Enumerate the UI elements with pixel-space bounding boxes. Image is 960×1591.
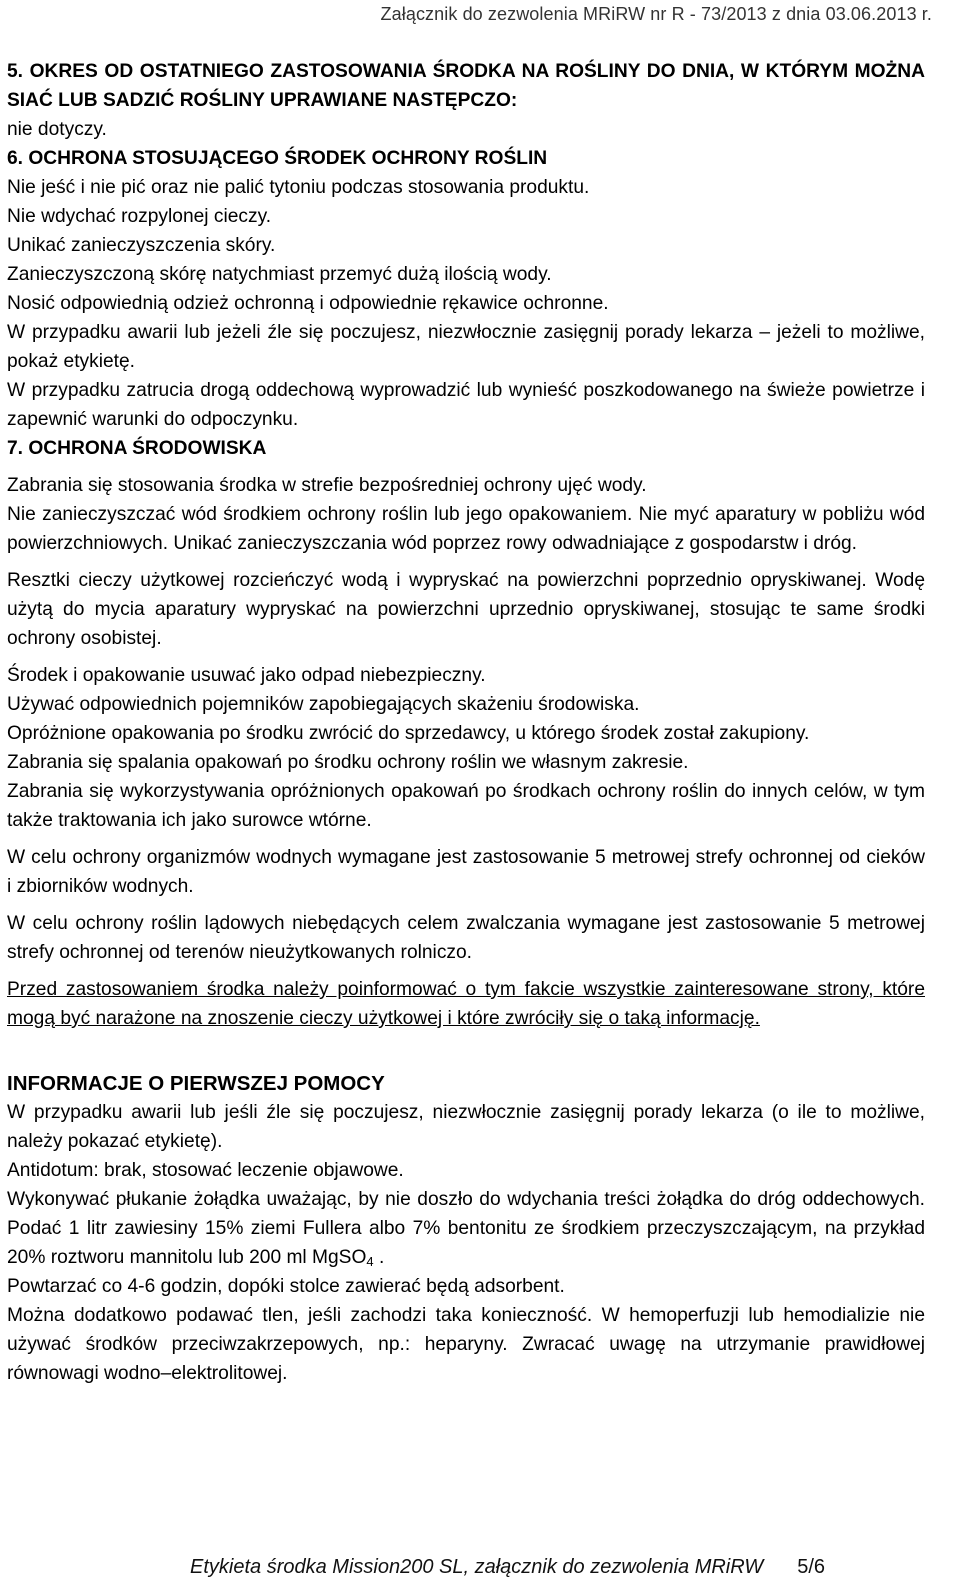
section-7-line: Używać odpowiednich pojemników zapobiegających skażeniu środowiska. — [7, 694, 640, 715]
first-aid-line: Powtarzać co 4-6 godzin, dopóki stolce zawierać będą adsorbent. — [7, 1276, 565, 1297]
section-5-text: nie dotyczy. — [7, 119, 107, 140]
section-6-line: Nosić odpowiednią odzież ochronną i odpowiednie rękawice ochronne. — [7, 293, 609, 314]
section-6-title: 6. OCHRONA STOSUJĄCEGO ŚRODEK OCHRONY ROŚLIN — [7, 148, 548, 169]
section-6-line: Nie jeść i nie pić oraz nie palić tytoniu podczas stosowania produktu. — [7, 177, 590, 198]
section-7-paragraph: Zabrania się stosowania środka w strefie bezpośredniej ochrony ujęć wody. — [7, 475, 647, 496]
section-7-paragraph: Resztki cieczy użytkowej rozcieńczyć wodą i wypryskać na powierzchni poprzednio opryskiwanej. Wodę użytą do mycia aparatury wypryskać na powierzchni uprzednio opryskiwanej, stosując te same środki ochrony osobistej. — [7, 570, 925, 649]
section-7-paragraph: Nie zanieczyszczać wód środkiem ochrony roślin lub jego opakowaniem. Nie myć aparatury w pobliżu wód powierzchniowych. Unikać zanieczyszczania wód poprzez rowy odwadniające z gospodarstw i dróg. — [7, 504, 925, 554]
first-aid-text-end: . — [373, 1247, 385, 1268]
section-7-title: 7. OCHRONA ŚRODOWISKA — [7, 438, 267, 459]
section-6-line: Zanieczyszczoną skórę natychmiast przemyć dużą ilością wody. — [7, 264, 552, 285]
page-footer — [190, 1556, 825, 1579]
section-7-paragraph: W celu ochrony roślin lądowych niebędących celem zwalczania wymagane jest zastosowanie 5 metrowej strefy ochronnej od terenów nieużytkowanych rolniczo. — [7, 913, 925, 963]
page-header: Załącznik do zezwolenia MRiRW nr R - 73/2013 z dnia 03.06.2013 r. — [380, 4, 932, 24]
first-aid-line: Można dodatkowo podawać tlen, jeśli zachodzi taka konieczność. W hemoperfuzji lub hemodializie nie używać środków przeciwzakrzepowych, np.: heparyny. Zwracać uwagę na utrzymanie prawidłowej równowagi wodno–elektrolitowej. — [7, 1305, 925, 1384]
section-7-underlined-paragraph: Przed zastosowaniem środka należy poinformować o tym fakcie wszystkie zainteresowane strony, które mogą być narażone na znoszenie cieczy użytkowej i które zwróciły się o taką informację. — [7, 979, 925, 1029]
section-6-line: W przypadku zatrucia drogą oddechową wyprowadzić lub wynieść poszkodowanego na świeże powietrze i zapewnić warunki do odpoczynku. — [7, 380, 925, 430]
section-7-line: Zabrania się wykorzystywania opróżnionych opakowań po środkach ochrony roślin do innych celów, w tym także traktowania ich jako surowce wtórne. — [7, 781, 925, 831]
section-6-line: Unikać zanieczyszczenia skóry. — [7, 235, 276, 256]
first-aid-line: Antidotum: brak, stosować leczenie objawowe. — [7, 1160, 404, 1181]
first-aid-line: W przypadku awarii lub jeśli źle się poczujesz, niezwłocznie zasięgnij porady lekarza (o ile to możliwe, należy pokazać etykietę). — [7, 1102, 925, 1152]
footer-text: Etykieta środka Mission200 SL, załącznik do zezwolenia MRiRW — [190, 1556, 764, 1578]
section-7-line: Zabrania się spalania opakowań po środku ochrony roślin we własnym zakresie. — [7, 752, 689, 773]
page-number: 5/6 — [797, 1556, 826, 1578]
section-7-line: Opróżnione opakowania po środku zwrócić do sprzedawcy, u którego środek został zakupiony. — [7, 723, 810, 744]
first-aid-text: Wykonywać płukanie żołądka uważając, by nie doszło do wdychania treści żołądka do dróg oddechowych. Podać 1 litr zawiesiny 15% ziemi Fullera albo 7% bentonitu ze środkiem przeczyszczającym, na przykład 20% roztworu mannitolu lub 200 ml MgSO — [7, 1189, 925, 1268]
first-aid-line — [7, 1185, 925, 1272]
section-6-line: W przypadku awarii lub jeżeli źle się poczujesz, niezwłocznie zasięgnij porady lekarza – jeżeli to możliwe, pokaż etykietę. — [7, 322, 925, 372]
section-7-line: Środek i opakowanie usuwać jako odpad niebezpieczny. — [7, 665, 486, 686]
section-5-title: 5. OKRES OD OSTATNIEGO ZASTOSOWANIA ŚRODKA NA ROŚLINY DO DNIA, W KTÓRYM MOŻNA SIAĆ LUB SADZIĆ ROŚLINY UPRAWIANE NASTĘPCZO: — [7, 61, 925, 111]
subscript: 4 — [366, 1254, 374, 1269]
document-body — [7, 57, 925, 1388]
section-6-line: Nie wdychać rozpylonej cieczy. — [7, 206, 272, 227]
first-aid-title: INFORMACJE O PIERWSZEJ POMOCY — [7, 1072, 385, 1095]
section-7-paragraph: W celu ochrony organizmów wodnych wymagane jest zastosowanie 5 metrowej strefy ochronnej od cieków i zbiorników wodnych. — [7, 847, 925, 897]
